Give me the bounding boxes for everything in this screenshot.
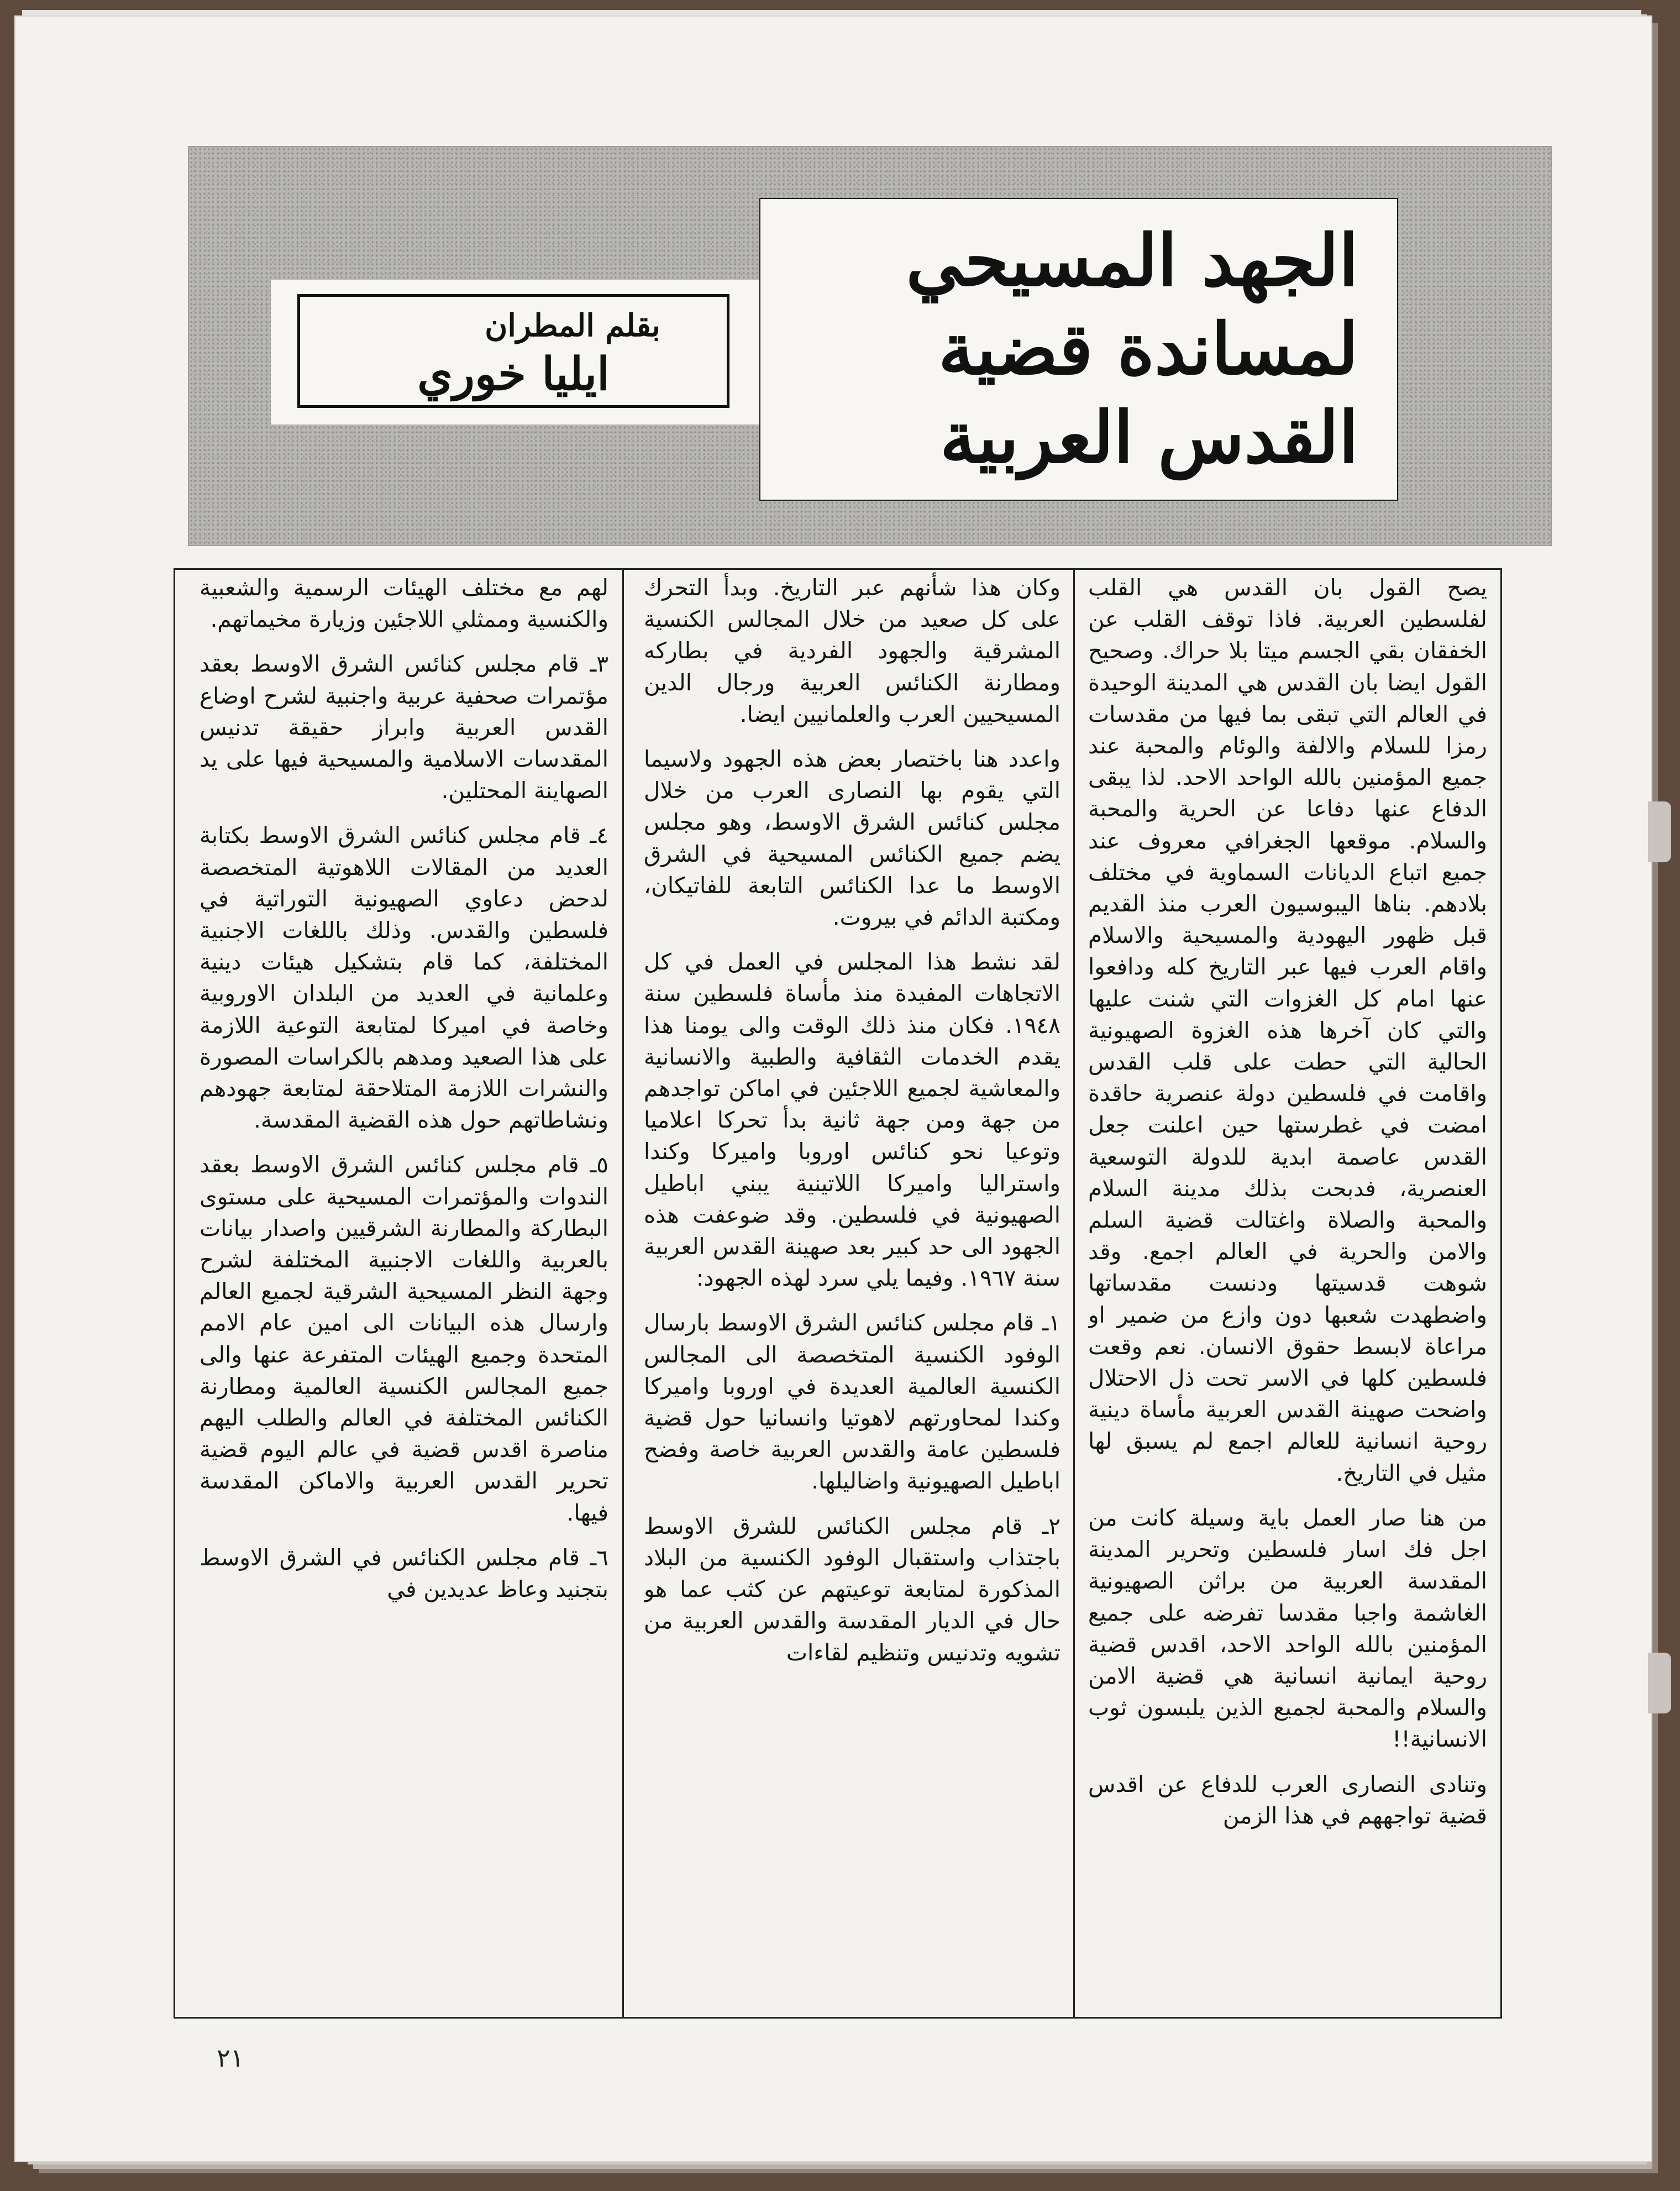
title-box: [759, 198, 1398, 501]
column-middle: [644, 572, 1060, 2016]
paragraph: وتنادى النصارى العرب للدفاع عن اقدس قضية تواجههم في هذا الزمن: [1088, 1770, 1487, 1829]
title-line-2: لمساندة قضية: [938, 308, 1358, 391]
paragraph: وكان هذا شأنهم عبر التاريخ. وبدأ التحرك على كل صعيد من خلال المجالس الكنسية المشرقية والجهود الفردية في بطاركه ومطارنة الكنائس العربية ورجال الدين المسيحيين العرب والعلمانيين ايضا.: [644, 574, 1060, 727]
article-body: [174, 568, 1502, 2019]
title-line-3: القدس العربية: [939, 396, 1358, 479]
paragraph: واعدد هنا باختصار بعض هذه الجهود ولاسيما التي يقوم بها النصارى العرب من خلال مجلس كنائس الشرق الاوسط، وهو مجلس يضم جميع الكنائس المسيحية في الشرق الاوسط ما عدا الكنائس التابعة للفاتيكان، ومكتبة الدائم في بيروت.: [644, 746, 1060, 931]
page-number: ٢١: [217, 2043, 244, 2073]
column-rule: [1073, 570, 1075, 2017]
paragraph: ٦ـ قام مجلس الكنائس في الشرق الاوسط بتجنيد وعاظ عديدين في: [200, 1544, 608, 1603]
paragraph: ٢ـ قام مجلس الكنائس للشرق الاوسط باجتذاب واستقبال الوفود الكنسية من البلاد المذكورة لمتابعة توعيتهم عن كثب عما هو حال في الديار المقدسة والقدس العربية من تشويه وتدنيس وتنظيم لقاءات: [644, 1512, 1060, 1666]
paragraph: من هنا صار العمل باية وسيلة كانت من اجل فك اسار فلسطين وتحرير المدينة المقدسة العربية من براثن الصهيونية الغاشمة واجبا مقدسا تفرضه على جميع المؤمنين بالله الواحد الاحد، اقدس قضية روحية ايمانية انسانية هي قضية الامن والسلام والمحبة لجميع الذين يلبسون ثوب الانسانية!!: [1088, 1504, 1487, 1753]
author-name: ايليا خوري: [417, 348, 610, 401]
author-box: [297, 294, 729, 408]
title-line-1: الجهد المسيحي: [906, 219, 1358, 302]
author-panel: [271, 280, 768, 424]
paragraph: يصح القول بان القدس هي القلب لفلسطين العربية. فاذا توقف القلب عن الخفقان بقي الجسم ميتا بلا حراك. وصحيح القول ايضا بان القدس هي المدينة الوحيدة في العالم التي تبقى بما فيها من مقدسات رمزا للسلام والالفة والوئام والمحبة عند جميع المؤمنين بالله الواحد الاحد. لذا يبقى الدفاع عنها دفاعا عن الحرية والمحبة والسلام. موقعها الجغرافي معروف عند جميع اتباع الديانات السماوية في مختلف بلادهم. بناها اليبوسيون العرب منذ القديم قبل ظهور اليهودية والمسيحية والاسلام واقام العرب فيها عبر التاريخ كله ودافعوا عنها امام كل الغزوات التي شنت عليها والتي كان آخرها هذه الغزوة الصهيونية الحالية التي حطت على قلب القدس واقامت في فلسطين دولة عنصرية حاقدة امضت في غطرستها حين اعلنت جعل القدس عاصمة ابدية للدولة التوسعية العنصرية، فدبحت بذلك مدينة السلام والمحبة والصلاة واغتالت قضية السلم والامن والحرية في العالم اجمع. وقد شوهت قدسيتها ودنست مقدساتها واضطهدت شعبها دون وازع من ضمير او مراعاة لابسط حقوق الانسان. نعم وقعت فلسطين كلها في الاسر تحت ذل الاحتلال واضحت صهينة القدس العربية مأساة دينية روحية انسانية للعالم اجمع لم يسبق لها مثيل في التاريخ.: [1088, 574, 1487, 1486]
paragraph: ٤ـ قام مجلس كنائس الشرق الاوسط بكتابة العديد من المقالات اللاهوتية المتخصصة لدحض دعاوي الصهيونية التوراتية في فلسطين والقدس. وذلك باللغات الاجنبية المختلفة، كما قام بتشكيل هيئات دينية وعلمانية في العديد من البلدان الاوروبية وخاصة في اميركا لمتابعة التوعية اللازمة على هذا الصعيد ومدهم بالكراسات المصورة والنشرات اللازمة المتلاحقة لمتابعة جهودهم ونشاطاتهم حول هذه القضية المقدسة.: [200, 822, 608, 1134]
author-prefix: بقلم المطران: [485, 307, 660, 344]
article-header: [188, 146, 1552, 546]
paragraph: ١ـ قام مجلس كنائس الشرق الاوسط بارسال الوفود الكنسية المتخصصة الى المجالس الكنسية العالمية العديدة في اوروبا واميركا وكندا لمحاورتهم لاهوتيا وانسانيا حول قضية فلسطين عامة والقدس العربية خاصة وفضح اباطيل الصهيونية واضاليلها.: [644, 1309, 1060, 1495]
column-rule: [622, 570, 624, 2017]
column-left: [200, 572, 608, 2016]
paragraph: ٥ـ قام مجلس كنائس الشرق الاوسط بعقد الندوات والمؤتمرات المسيحية على مستوى البطاركة والمطارنة الشرقيين واصدار بيانات بالعربية واللغات الاجنبية المختلفة لشرح وجهة النظر المسيحية الشرقية لجميع العالم وارسال هذه البيانات الى امين عام الامم المتحدة وجميع الهيئات المتفرعة عنها والى جميع المجالس الكنسية العالمية ومطارنة الكنائس المختلفة في العالم والطلب اليهم مناصرة اقدس قضية في عالم اليوم قضية تحرير القدس العربية والاماكن المقدسة فيها.: [200, 1151, 608, 1526]
page-edge-tab: [1648, 1653, 1671, 1713]
column-right: [1088, 572, 1487, 2016]
paragraph: ٣ـ قام مجلس كنائس الشرق الاوسط بعقد مؤتمرات صحفية عربية واجنبية لشرح اوضاع القدس العربية وابراز حقيقة تدنيس المقدسات الاسلامية والمسيحية فيها على يد الصهاينة المحتلين.: [200, 651, 608, 804]
paragraph: لقد نشط هذا المجلس في العمل في كل الاتجاهات المفيدة منذ مأساة فلسطين سنة ١٩٤٨. فكان منذ ذلك الوقت والى يومنا هذا يقدم الخدمات الثقافية والطبية والانسانية والمعاشية لجميع اللاجئين في اماكن تواجدهم من جهة ومن جهة ثانية بدأ تحركا اعلاميا وتوعيا نحو كنائس اوروبا واميركا وكندا واستراليا واميركا اللاتينية يبني اباطيل الصهيونية في فلسطين. وقد ضوعفت هذه الجهود الى حد كبير بعد صهينة القدس العربية سنة ١٩٦٧. وفيما يلي سرد لهذه الجهود:: [644, 948, 1060, 1292]
paragraph: لهم مع مختلف الهيئات الرسمية والشعبية والكنسية وممثلي اللاجئين وزيارة مخيماتهم.: [200, 574, 608, 633]
page-edge-tab: [1648, 801, 1671, 862]
